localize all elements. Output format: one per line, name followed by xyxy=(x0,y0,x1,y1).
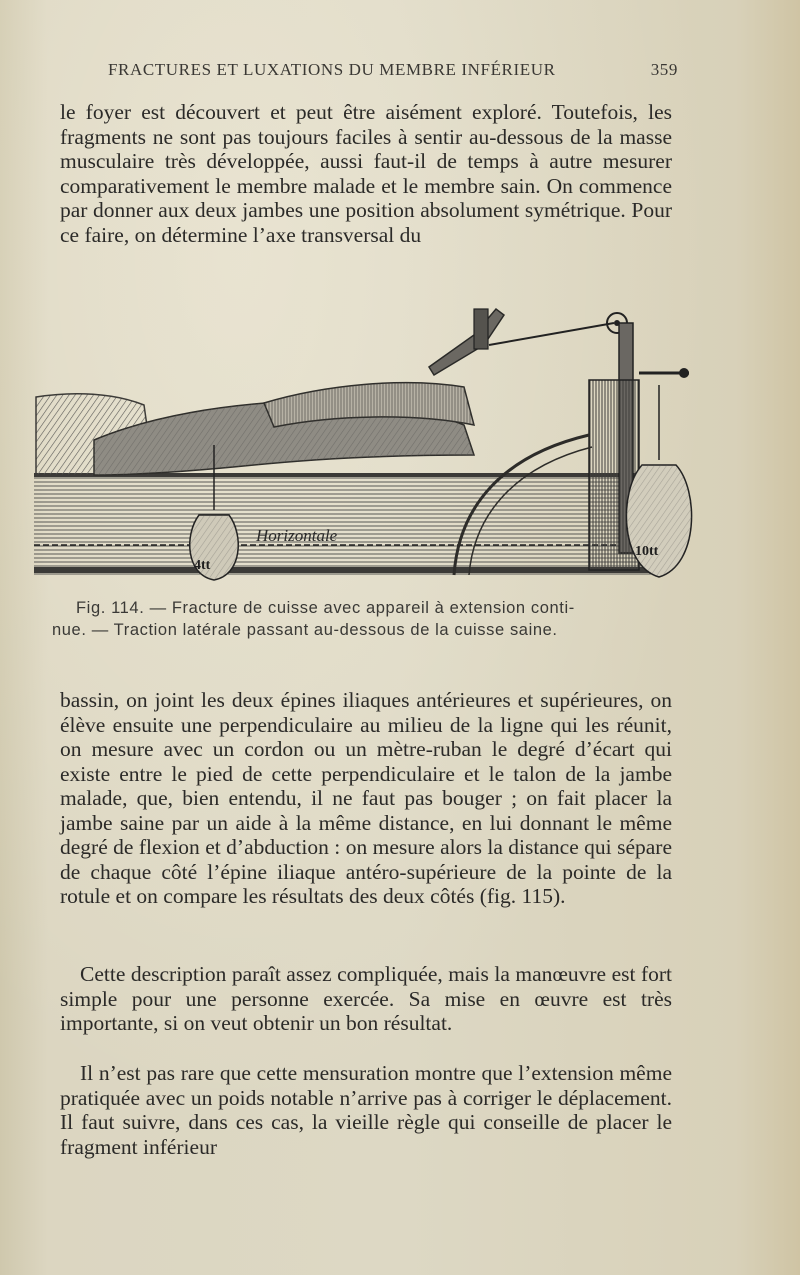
running-header xyxy=(100,60,680,84)
paragraph-2: bassin, on joint les deux épines iliaques antérieures et supérieures, on élève ensuite une perpendiculaire au milieu de la ligne qui les réunit, on mesure avec un cordon ou un mètre-ruban le degré d’écart qui existe entre le pied de cette perpendiculaire et le talon de la jambe malade, que, bien entendu, il ne faut pas bouger ; on fait placer la jambe saine par un aide à la même distance, en lui donnant le même degré de flexion et d’abduction : on mesure alors la distance qui sépare de chaque côté l’épine iliaque antéro-supérieure de la pointe de la rotule et on compare les résultats des deux côtés (fig. 115). xyxy=(60,688,672,908)
figure-caption xyxy=(52,597,668,641)
caption-line-2: nue. — Traction latérale passant au-dessous de la cuisse saine. xyxy=(52,621,558,639)
paragraph-3: Cette description paraît assez compliquée, mais la manœuvre est fort simple pour une personne exercée. Sa mise en œuvre est très importante, si on veut obtenir un bon résultat. xyxy=(60,962,672,1035)
page-number: 359 xyxy=(650,60,678,79)
weight-label-right: 10tt xyxy=(635,544,659,559)
horizontal-label: Horizontale xyxy=(256,526,338,545)
running-title: FRACTURES ET LUXATIONS DU MEMBRE INFÉRIEUR xyxy=(108,60,556,79)
caption-line-1: Fig. 114. — Fracture de cuisse avec appareil à extension conti- xyxy=(76,599,575,617)
figure-114-illustration xyxy=(34,305,696,587)
paragraph-1: le foyer est découvert et peut être aisément exploré. Toutefois, les fragments ne sont pas toujours faciles à sentir au-dessous de la masse musculaire très développée, aussi faut-il de temps à autre mesurer comparativement le membre malade et le membre sain. On commence par donner aux deux jambes une position absolument symétrique. Pour ce faire, on détermine l’axe transversal du xyxy=(60,100,672,247)
paragraph-4: Il n’est pas rare que cette mensuration montre que l’extension même pratiquée avec un poids notable n’arrive pas à corriger le déplacement. Il faut suivre, dans ces cas, la vieille règle qui conseille de placer le fragment inférieur xyxy=(60,1061,672,1159)
weight-label-left: 4tt xyxy=(194,558,211,573)
